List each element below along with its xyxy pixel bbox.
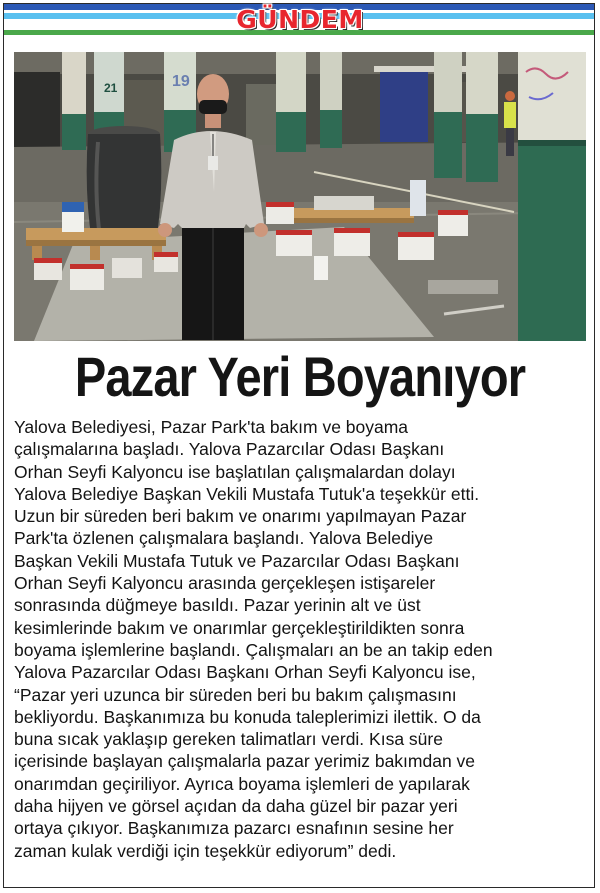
body-line: onarımdan geçiriliyor. Ayrıca boyama işlemleri de yapılarak [14, 773, 470, 794]
body-line: daha hijyen ve görsel açıdan da daha güzel bir pazar yeri [14, 796, 458, 817]
body-line: içerisinde başlayan çalışmalarla pazar yerimiz bakımdan ve [14, 751, 476, 772]
article-headline: Pazar Yeri Boyanıyor [74, 345, 526, 408]
body-line: zaman kulak verdiği için teşekkür ediyorum” dedi. [14, 840, 397, 861]
body-line: sonrasında düğmeye basıldı. Pazar yerinin alt ve üst [14, 595, 421, 616]
body-line: Orhan Seyfi Kalyoncu arasında gerçekleşen istişareler [14, 573, 436, 594]
body-line: “Pazar yeri uzunca bir süreden beri bu bakım çalışmasını [14, 684, 457, 705]
body-line: boyama işlemlerine başlandı. Çalışmaları an be an takip eden [14, 639, 493, 660]
article-body [14, 416, 594, 862]
body-line: Yalova Pazarcılar Odası Başkanı Orhan Seyfi Kalyoncu ise, [14, 662, 476, 683]
section-title: GÜNDEM [236, 5, 364, 34]
body-line: bekliyordu. Başkanımıza bu konuda taleplerimizi ilettik. O da [14, 706, 481, 727]
body-line: kesimlerinde bakım ve onarımlar gerçekleştirildikten sonra [14, 617, 465, 638]
body-line: Yalova Belediyesi, Pazar Park'ta bakım ve boyama [14, 417, 409, 437]
body-line: Yalova Belediye Başkan Vekili Mustafa Tutuk'a teşekkür etti. [14, 483, 480, 504]
pillar-number-left: 21 [104, 81, 118, 95]
body-line: Uzun bir süreden beri bakım ve onarımı yapılmayan Pazar [14, 506, 467, 527]
body-line: ortaya çıkıyor. Başkanımıza pazarcı esnafının sesine her [14, 818, 454, 839]
body-line: Park'ta özlenen çalışmalara başlandı. Yalova Belediye [14, 528, 434, 549]
body-line: buna sıcak yaklaşıp gereken talimatları verdi. Kısa süre [14, 729, 443, 750]
pillar-number-right: 19 [172, 73, 190, 90]
article-photo [14, 52, 586, 341]
body-line: Başkan Vekili Mustafa Tutuk ve Pazarcılar Odası Başkanı [14, 550, 460, 571]
body-line: Orhan Seyfi Kalyoncu ise başlatılan çalışmalardan dolayı [14, 461, 456, 482]
body-line: çalışmalarına başladı. Yalova Pazarcılar Odası Başkanı [14, 439, 445, 460]
